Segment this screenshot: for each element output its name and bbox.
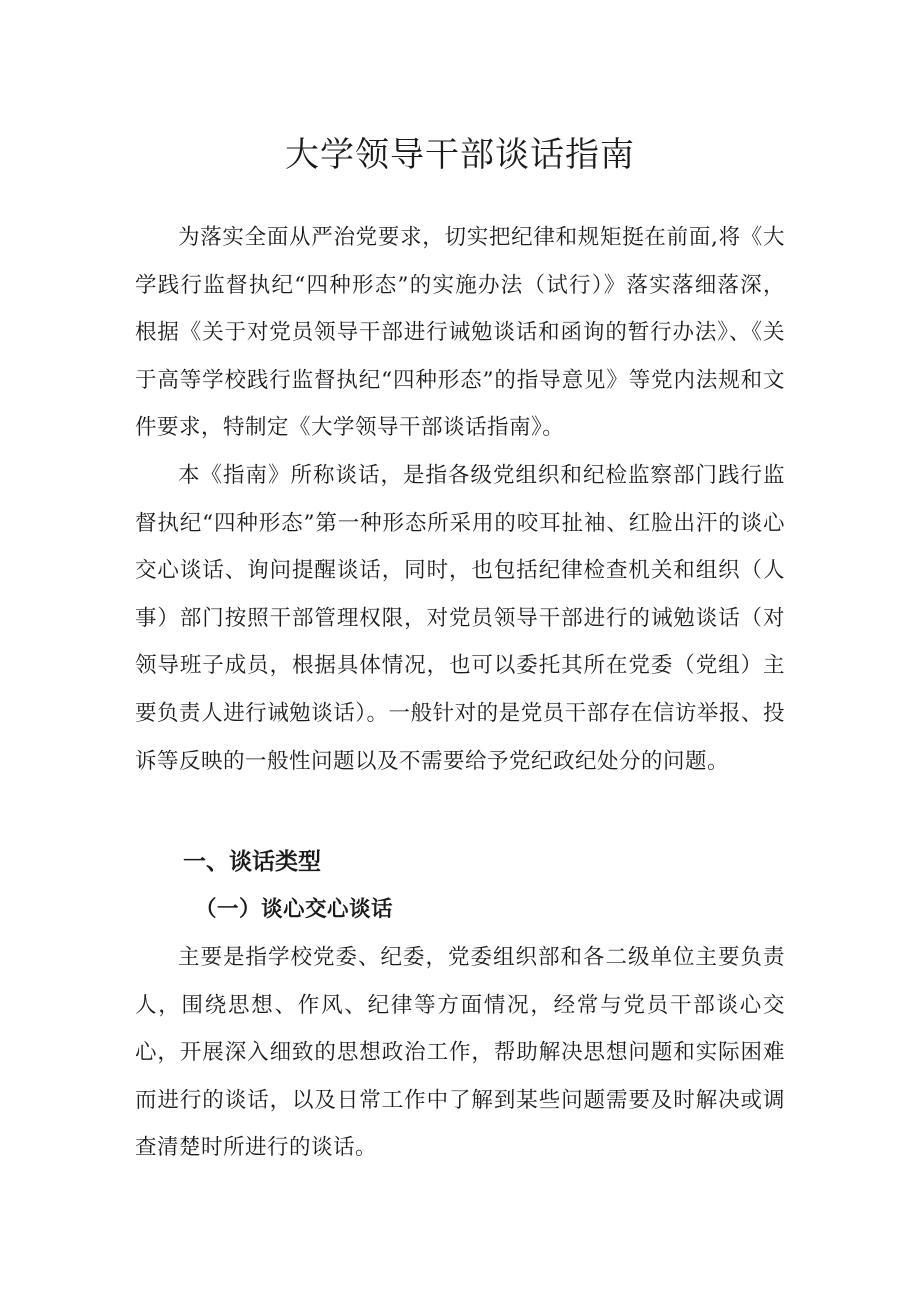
intro-paragraph: 为落实全面从严治党要求，切实把纪律和规矩挺在前面,将《大学践行监督执纪“四种形态”的实施办法（试行）》落实落细落深，根据《关于对党员领导干部进行诫勉谈话和函询的暂行办法》、《关于高等学校践行监督执纪“四种形态”的指导意见》等党内法规和文件要求，特制定《大学领导干部谈话指南》。 — [135, 225, 785, 441]
document-title: 大学领导干部谈话指南 — [285, 135, 635, 175]
subsection-heading-heart-to-heart: （一）谈心交心谈话 — [195, 897, 394, 922]
definition-paragraph: 本《指南》所称谈话，是指各级党组织和纪检监察部门践行监督执纪“四种形态”第一种形态所采用的咬耳扯袖、红脸出汗的谈心交心谈话、询问提醒谈话，同时，也包括纪律检查机关和组织（人事）部门按照干部管理权限，对党员领导干部进行的诫勉谈话（对领导班子成员，根据具体情况，也可以委托其所在党委（党组）主要负责人进行诫勉谈话）。一般针对的是党员干部存在信访举报、投诉等反映的一般性问题以及不需要给予党纪政纪处分的问题。 — [135, 463, 785, 774]
heart-to-heart-paragraph: 主要是指学校党委、纪委，党委组织部和各二级单位主要负责人，围绕思想、作风、纪律等方面情况，经常与党员干部谈心交心，开展深入细致的思想政治工作，帮助解决思想问题和实际困难而进行的谈话，以及日常工作中了解到某些问题需要及时解决或调查清楚时所进行的谈话。 — [135, 945, 785, 1161]
section-heading-talk-types: 一、谈话类型 — [183, 849, 321, 875]
